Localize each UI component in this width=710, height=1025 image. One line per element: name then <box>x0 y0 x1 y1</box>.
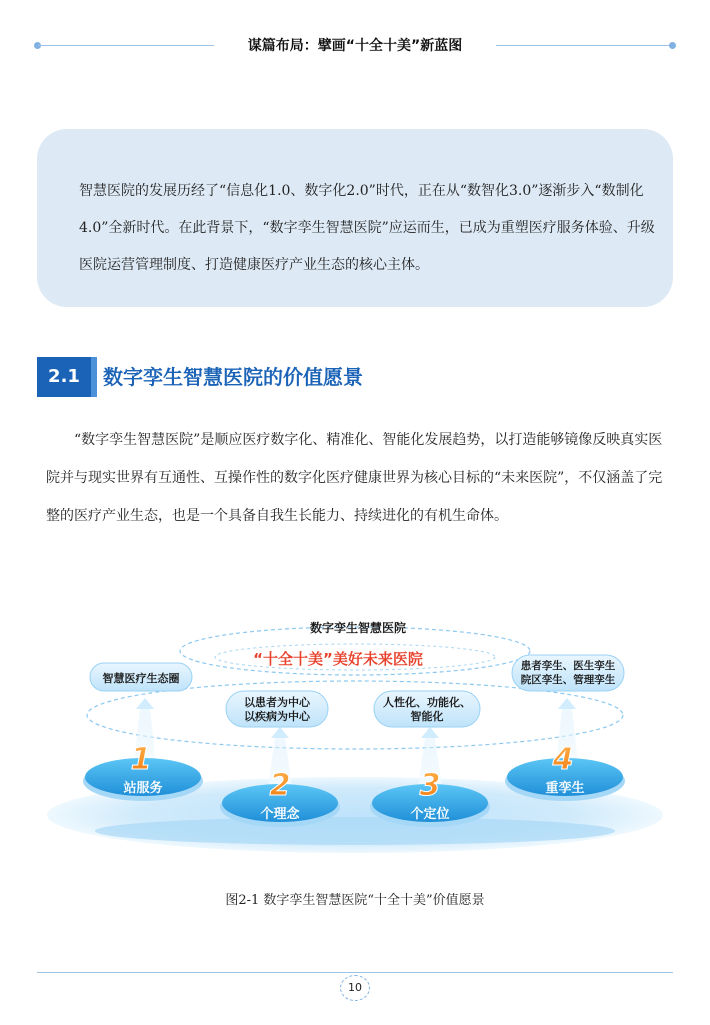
base-item-4-label: 重孪生 <box>545 781 585 796</box>
figure-caption: 图2-1 数字孪生智慧医院“十全十美”价值愿景 <box>225 893 485 908</box>
header-right-dot <box>669 42 676 49</box>
base-item-3-number: 3 <box>419 768 441 803</box>
footer-line <box>37 972 673 973</box>
page-number: 10 <box>340 975 370 1001</box>
header-right-line <box>496 45 672 46</box>
base-item-2 <box>220 768 340 827</box>
upper-item-2 <box>226 691 328 727</box>
base-platform-rim <box>95 817 615 845</box>
upper-item-3-line-2: 智能化 <box>410 710 444 723</box>
base-item-4 <box>505 742 625 801</box>
base-item-1 <box>83 742 203 801</box>
body-text <box>46 421 668 535</box>
base-item-2-label: 个理念 <box>260 807 300 822</box>
figure-slogan <box>253 650 423 668</box>
upper-item-2-line-1: 以患者为中心 <box>244 696 310 709</box>
upper-item-1 <box>90 663 192 691</box>
base-item-3 <box>370 768 490 827</box>
header-title: 谋篇布局：擘画“十全十美”新蓝图 <box>247 38 463 54</box>
figure-slogan-quote: “十全十美” <box>253 650 333 668</box>
intro-box <box>37 129 673 307</box>
intro-text: 智慧医院的发展历经了“信息化1.0、数字化2.0”时代，正在从“数智化3.0”逐渐步入“数制化4.0”全新时代。在此背景下，“数字孪生智慧医院”应运而生，已成为重塑医疗服务体验、升级医院运营管理制度、打造健康医疗产业生态的核心主体。 <box>79 183 655 273</box>
page-header <box>34 36 676 56</box>
value-vision-figure <box>40 603 670 865</box>
upper-item-3-line-1: 人性化、功能化、 <box>383 696 471 709</box>
section-title: 数字孪生智慧医院的价值愿景 <box>103 365 363 389</box>
base-item-3-label: 个定位 <box>410 807 450 822</box>
upper-item-1-line-1: 智慧医疗生态圈 <box>102 672 180 685</box>
base-item-1-label: 站服务 <box>123 781 163 796</box>
upper-item-3 <box>374 691 480 727</box>
section-accent-bar <box>91 357 97 397</box>
figure-top-label: 数字孪生智慧医院 <box>309 621 407 635</box>
body-paragraph: “数字孪生智慧医院”是顺应医疗数字化、精准化、智能化发展趋势，以打造能够镜像反映真实医院并与现实世界有互通性、互操作性的数字化医疗健康世界为核心目标的“未来医院”，不仅涵盖了完整的医疗产业生态，也是一个具备自我生长能力、持续进化的有机生命体。 <box>46 432 663 524</box>
upper-item-4-line-2: 院区孪生、管理孪生 <box>520 674 616 686</box>
base-item-2-number: 2 <box>269 768 291 803</box>
base-item-1-number: 1 <box>130 742 152 777</box>
upper-item-4-line-1: 患者孪生、医生孪生 <box>520 660 616 672</box>
section-number: 2.1 <box>37 357 91 397</box>
upper-item-2-line-2: 以疾病为中心 <box>244 710 310 723</box>
base-item-4-number: 4 <box>552 742 574 777</box>
upper-item-4 <box>512 655 624 691</box>
header-left-line <box>38 45 214 46</box>
figure-slogan-rest: 美好未来医院 <box>332 650 423 668</box>
